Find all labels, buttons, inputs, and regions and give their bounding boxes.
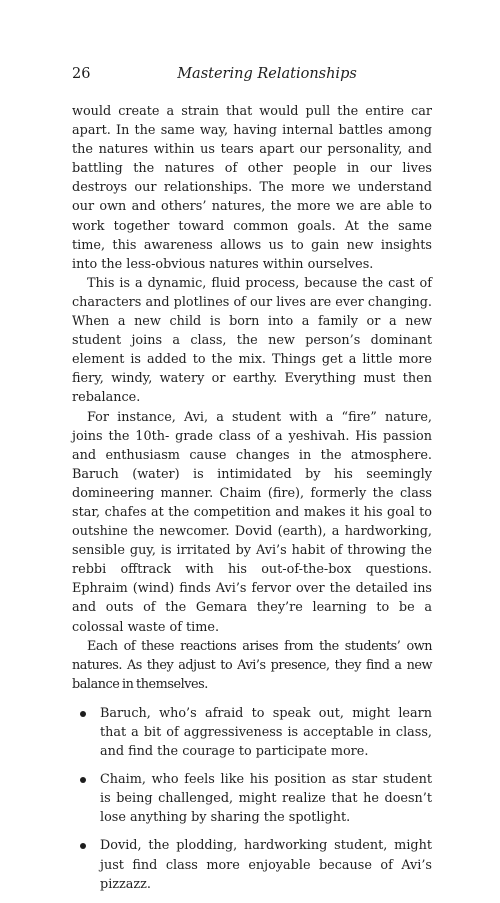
book-title: Mastering Relationships [177,66,357,82]
bullet-text-chaim: Chaim, who feels like his position as star student is being challenged, might realize that he doesn’t lose anything by sharing the spotlight. [100,772,432,826]
paragraph-continuation: would create a strain that would pull the entire car apart. In the same way, having internal battles among the natures within us tears apart our personality, and battling the natures of other people in our lives destroys our relationships. The more we understand our own and others’ natures, the more we are able to work together toward common goals. At the same time, this awareness allows us to gain new insights into the less-obvious natures within ourselves. [72,104,432,272]
bullet-text-baruch: Baruch, who’s afraid to speak out, might learn that a bit of aggressiveness is acceptable in class, and find the courage to participate more. [100,705,432,760]
bullet-item-chaim [100,770,432,827]
bullet-list [72,704,432,894]
bullet-dot-icon [80,711,86,717]
bullet-dot-icon [80,777,86,783]
running-head [72,62,432,86]
bullet-item-baruch [100,704,432,761]
paragraph-avi-example: For instance, Avi, a student with a “fire” nature, joins the 10th- grade class of a yeshivah. His passion and enthusiasm cause changes in the atmosphere. Baruch (water) is intimidated by his seemingly domineering manner. Chaim (fire), formerly the class star, chafes at the competition and makes it his goal to outshine the newcomer. Dovid (earth), a hardworking, sensible guy, is irritated by Avi’s habit of throwing the rebbi offtrack with his out-of-the-box questions. Ephraim (wind) finds Avi’s fervor over the detailed ins and outs of the Gemara they’re learning to be a colossal waste of time. [72,409,432,635]
body-text [72,102,432,894]
paragraph-reactions: Each of these reactions arises from the students’ own natures. As they adjust to Avi’s presence, they find a new balance in themselves. [72,638,432,692]
page-number: 26 [72,66,91,82]
bullet-item-dovid [100,836,432,893]
bullet-text-dovid: Dovid, the plodding, hardworking student, might just find class more enjoyable because of Avi’s pizzazz. [100,838,432,892]
bullet-dot-icon [80,843,86,849]
paragraph-dynamic-process: This is a dynamic, fluid process, because the cast of characters and plotlines of our lives are ever changing. When a new child is born into a family or a new student joins a class, the new person’s dominant element is added to the mix. Things get a little more fiery, windy, watery or earthy. Everything must then rebalance. [72,275,432,406]
book-page [72,62,432,903]
